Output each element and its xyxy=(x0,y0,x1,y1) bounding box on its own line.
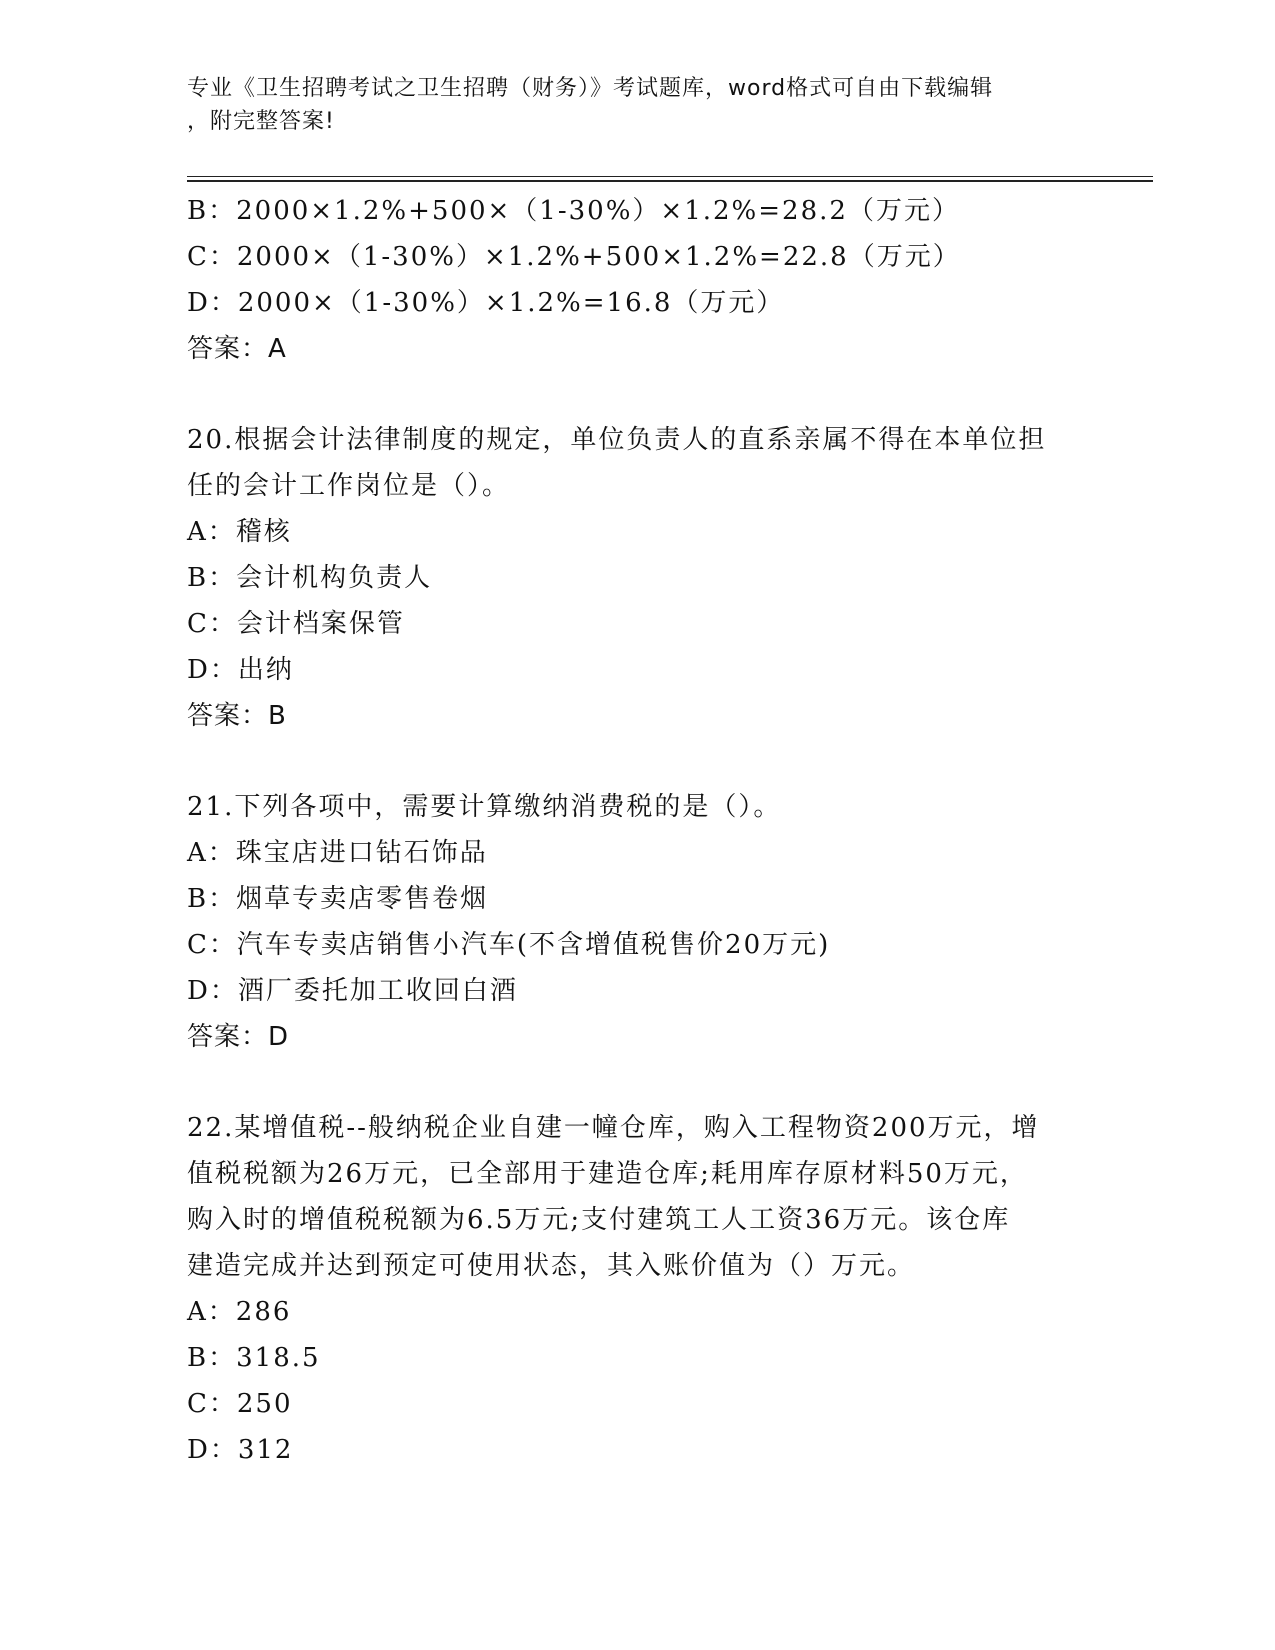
option-d: D：312 xyxy=(187,1435,294,1465)
answer-label: 答案：B xyxy=(187,701,287,731)
option-a: A：稽核 xyxy=(187,517,292,547)
question-20 xyxy=(187,417,1087,739)
option-c: C：会计档案保管 xyxy=(187,609,405,639)
question-21 xyxy=(187,784,1087,1060)
question-text-line: 22.某增值税--般纳税企业自建一幢仓库，购入工程物资200万元，增 xyxy=(187,1113,1040,1143)
header-line-1: 专业《卫生招聘考试之卫生招聘（财务）》考试题库，word格式可自由下载编辑 xyxy=(187,76,994,101)
question-text-line: 建造完成并达到预定可使用状态，其入账价值为（）万元。 xyxy=(187,1251,916,1281)
question-19-partial xyxy=(187,188,1087,372)
option-b: B：会计机构负责人 xyxy=(187,563,433,593)
question-content xyxy=(187,188,1087,1473)
answer-label: 答案：A xyxy=(187,334,287,364)
option-c: C：250 xyxy=(187,1389,293,1419)
option-b: B：2000×1.2%+500×（1-30%）×1.2%=28.2（万元） xyxy=(187,196,960,226)
question-text-line: 21.下列各项中，需要计算缴纳消费税的是（）。 xyxy=(187,792,782,822)
option-d: D：酒厂委托加工收回白酒 xyxy=(187,976,518,1006)
question-text-line: 值税税额为26万元，已全部用于建造仓库;耗用库存原材料50万元， xyxy=(187,1159,1028,1189)
question-text-line: 购入时的增值税税额为6.5万元;支付建筑工人工资36万元。该仓库 xyxy=(187,1205,1011,1235)
header-line-2: ，附完整答案! xyxy=(187,109,335,134)
question-text-line: 任的会计工作岗位是（）。 xyxy=(187,471,511,501)
option-d: D：出纳 xyxy=(187,655,294,685)
document-header xyxy=(187,72,1067,138)
option-a: A：286 xyxy=(187,1297,292,1327)
option-a: A：珠宝店进口钻石饰品 xyxy=(187,838,488,868)
header-divider-thin xyxy=(187,176,1153,177)
header-divider-thick xyxy=(187,180,1153,182)
option-c: C：汽车专卖店销售小汽车(不含增值税售价20万元) xyxy=(187,930,831,960)
question-text-line: 20.根据会计法律制度的规定，单位负责人的直系亲属不得在本单位担 xyxy=(187,425,1047,455)
question-22 xyxy=(187,1105,1087,1473)
option-b: B：318.5 xyxy=(187,1343,321,1373)
option-c: C：2000×（1-30%）×1.2%+500×1.2%=22.8（万元） xyxy=(187,242,961,272)
answer-label: 答案：D xyxy=(187,1022,290,1052)
option-b: B：烟草专卖店零售卷烟 xyxy=(187,884,489,914)
option-d: D：2000×（1-30%）×1.2%=16.8（万元） xyxy=(187,288,785,318)
